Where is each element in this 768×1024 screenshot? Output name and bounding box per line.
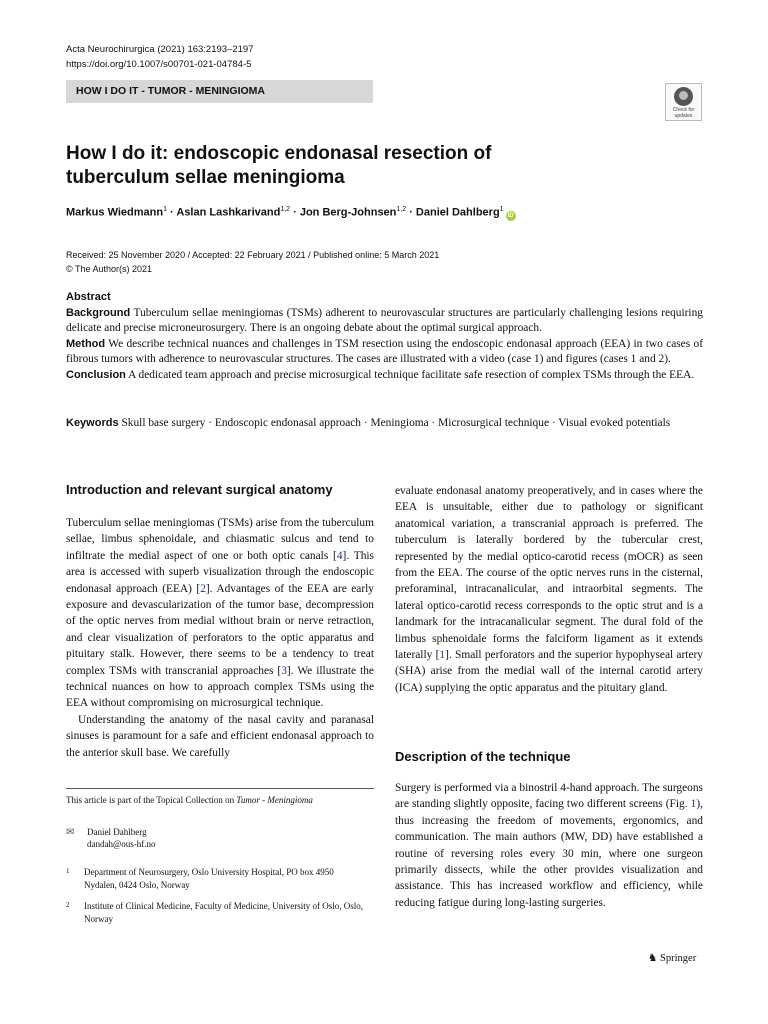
publisher-logo [648, 952, 696, 964]
intro-heading: Introduction and relevant surgical anatomy [66, 482, 333, 497]
affiliation-text: Institute of Clinical Medicine, Faculty of Medicine, University of Oslo, Oslo, Norway [84, 901, 363, 924]
crossmark-text-2: updates [674, 113, 693, 119]
text-run: Tuberculum sellae meningiomas (TSMs) arise from the tuberculum sellae, limbus sphenoidale, and chiasmatic sulcus and tend to infiltrate the medial aspect of one or both optic canals [ [66, 517, 374, 562]
collection-name[interactable]: Tumor - Meningioma [236, 795, 313, 805]
background-label: Background [66, 306, 131, 319]
crossmark-icon [674, 87, 693, 106]
author-affil: 1,2 [280, 206, 291, 213]
keywords-label: Keywords [66, 417, 119, 429]
citation-link[interactable]: 2 [200, 582, 206, 595]
text-run: ]. This area is accessed with superb visualization through the endoscopic endonasal approach (EEA) [ [66, 549, 374, 595]
topical-collection-note [66, 795, 313, 805]
journal-header [66, 42, 254, 72]
method-text: We describe technical nuances and challenges in TSM resection using the endoscopic endonasal approach (EEA) in two cases of fibrous tumors with adherence to neurovascular structures. The cases are illustrated with a video (case 1) and figures (cases 1 and 2). [66, 337, 703, 366]
left-column [66, 515, 374, 761]
doi-link[interactable]: https://doi.org/10.1007/s00701-021-04784-5 [66, 59, 252, 70]
author-separator: · [406, 206, 416, 219]
check-for-updates-badge[interactable] [665, 83, 702, 121]
technique-paragraph [395, 780, 703, 911]
orcid-icon[interactable]: iD [507, 212, 514, 219]
author-affil: 1,2 [396, 206, 407, 213]
abstract-block [66, 290, 703, 384]
journal-citation: Acta Neurochirurgica (2021) 163:2193–2197 [66, 44, 254, 55]
author-affil: 1 [163, 206, 167, 213]
intro-paragraph-2: Understanding the anatomy of the nasal cavity and paranasal sinuses is paramount for a safe and efficient endonasal approach to the anterior skull base. We carefully [66, 713, 374, 759]
citation-link[interactable]: 1 [439, 649, 446, 662]
article-title: How I do it: endoscopic endonasal resection of tuberculum sellae meningioma [66, 143, 492, 188]
springer-horse-icon: ♞ [648, 953, 658, 964]
publication-history: Received: 25 November 2020 / Accepted: 22 February 2021 / Published online: 5 March 2021 [66, 250, 440, 260]
affiliation-1 [66, 866, 366, 892]
citation-link[interactable]: 3 [281, 664, 287, 677]
intro-paragraph-1 [66, 515, 374, 712]
author-affil: 1 [499, 206, 504, 213]
footnote-divider [66, 788, 374, 789]
right-column-top [395, 483, 703, 696]
keywords-block [66, 416, 703, 432]
section-label: HOW I DO IT - TUMOR - MENINGIOMA [66, 80, 373, 103]
conclusion-label: Conclusion [66, 368, 126, 381]
contact-email[interactable]: dandah@ous-hf.no [87, 839, 156, 849]
method-label: Method [66, 337, 106, 350]
text-run: Surgery is performed via a binostril 4-hand approach. The surgeons are standing slightly opposite, facing two different screens (Fig. [395, 782, 703, 811]
abstract-background [66, 306, 703, 337]
text-run: ), thus increasing the freedom of movements, ergonomics, and communication. The main authors (MW, DD) have established a routine of reversing roles every 30 min, where one surgeon primarily dissects, while the other provides visualization and assistance. This has increased workflow and efficiency, while reducing fatigue during long-lasting surgeries. [395, 798, 703, 909]
technique-heading: Description of the technique [395, 749, 571, 764]
affiliation-2 [66, 900, 366, 926]
text-run: evaluate endonasal anatomy preoperatively, and in cases where the EEA is unsuitable, either due to pathology or significant anatomical variation, a transcranial approach is preferred. The tuberculum is laterally bordered by the tubercular crest, represented by the medial optico-carotid recess (mOCR) as seen from the EEA. The course of the optic nerves runs in the cisternal, preforaminal, intracanalicular, and intraorbital segments. The lateral optico-carotid recess corresponds to the optic strut and is a landmark for the intracanalicular segment. The dural fold of the limbus sphenoidale forms the falciform ligament as it extends laterally [ [395, 485, 703, 662]
affiliation-number: 1 [66, 867, 70, 875]
keywords-text: Skull base surgery · Endoscopic endonasal approach · Meningioma · Microsurgical technique · Visual evoked potentials [121, 417, 671, 429]
abstract-heading: Abstract [66, 291, 111, 303]
author-separator: · [167, 206, 177, 219]
abstract-method [66, 337, 703, 368]
anatomy-paragraph [395, 483, 703, 696]
author-list [66, 206, 706, 221]
contact-name: Daniel Dahlberg [87, 827, 147, 837]
text-run: ]. Advantages of the EEA are early exposure and devascularization of the tumor base, decompression of the optic nerves from medial without brain or nerve retraction, and clear visualization of perforators to the optic apparatus and pituitary stalk. However, there seems to be a tendency to treat complex TSMs with transcranial approaches [ [66, 582, 374, 677]
conclusion-text: A dedicated team approach and precise microsurgical technique facilitate safe resection of complex TSMs through the EEA. [128, 368, 695, 381]
text-run: This article is part of the Topical Collection on [66, 795, 237, 805]
corresponding-author [87, 826, 156, 850]
affiliation-number: 2 [66, 901, 70, 909]
text-run: ]. We illustrate the technical nuances on how to approach complex TSMs using the EEA without compromising on microsurgical technique. [66, 664, 374, 710]
article-dates [66, 248, 439, 276]
author-name[interactable]: Daniel Dahlberg [415, 206, 500, 219]
publisher-name: Springer [660, 953, 697, 964]
author-separator: · [290, 206, 300, 219]
background-text: Tuberculum sellae meningiomas (TSMs) adherent to neurovascular structures are particularly challenging lesions requiring delicate and precise microneurosurgery. There is an ongoing debate about the optimal surgical approach. [66, 306, 703, 335]
abstract-conclusion [66, 368, 703, 384]
mail-icon: ✉ [66, 827, 75, 838]
author-name[interactable]: Jon Berg-Johnsen [299, 206, 397, 219]
author-name[interactable]: Aslan Lashkarivand [176, 206, 281, 219]
figure-link[interactable]: 1 [690, 798, 697, 811]
crossmark-text-1: Check for [672, 107, 695, 113]
right-column-bottom [395, 780, 703, 911]
text-run: ]. Small perforators and the superior hypophyseal artery (SHA) arise from the medial wall of the internal carotid artery (ICA) supplying the optic apparatus and the pituitary gland. [395, 649, 703, 694]
copyright-notice: © The Author(s) 2021 [66, 264, 153, 274]
affiliation-text: Department of Neurosurgery, Oslo University Hospital, PO box 4950 Nydalen, 0424 Oslo, Norway [84, 867, 334, 890]
author-name[interactable]: Markus Wiedmann [66, 206, 164, 219]
citation-link[interactable]: 4 [336, 549, 343, 562]
